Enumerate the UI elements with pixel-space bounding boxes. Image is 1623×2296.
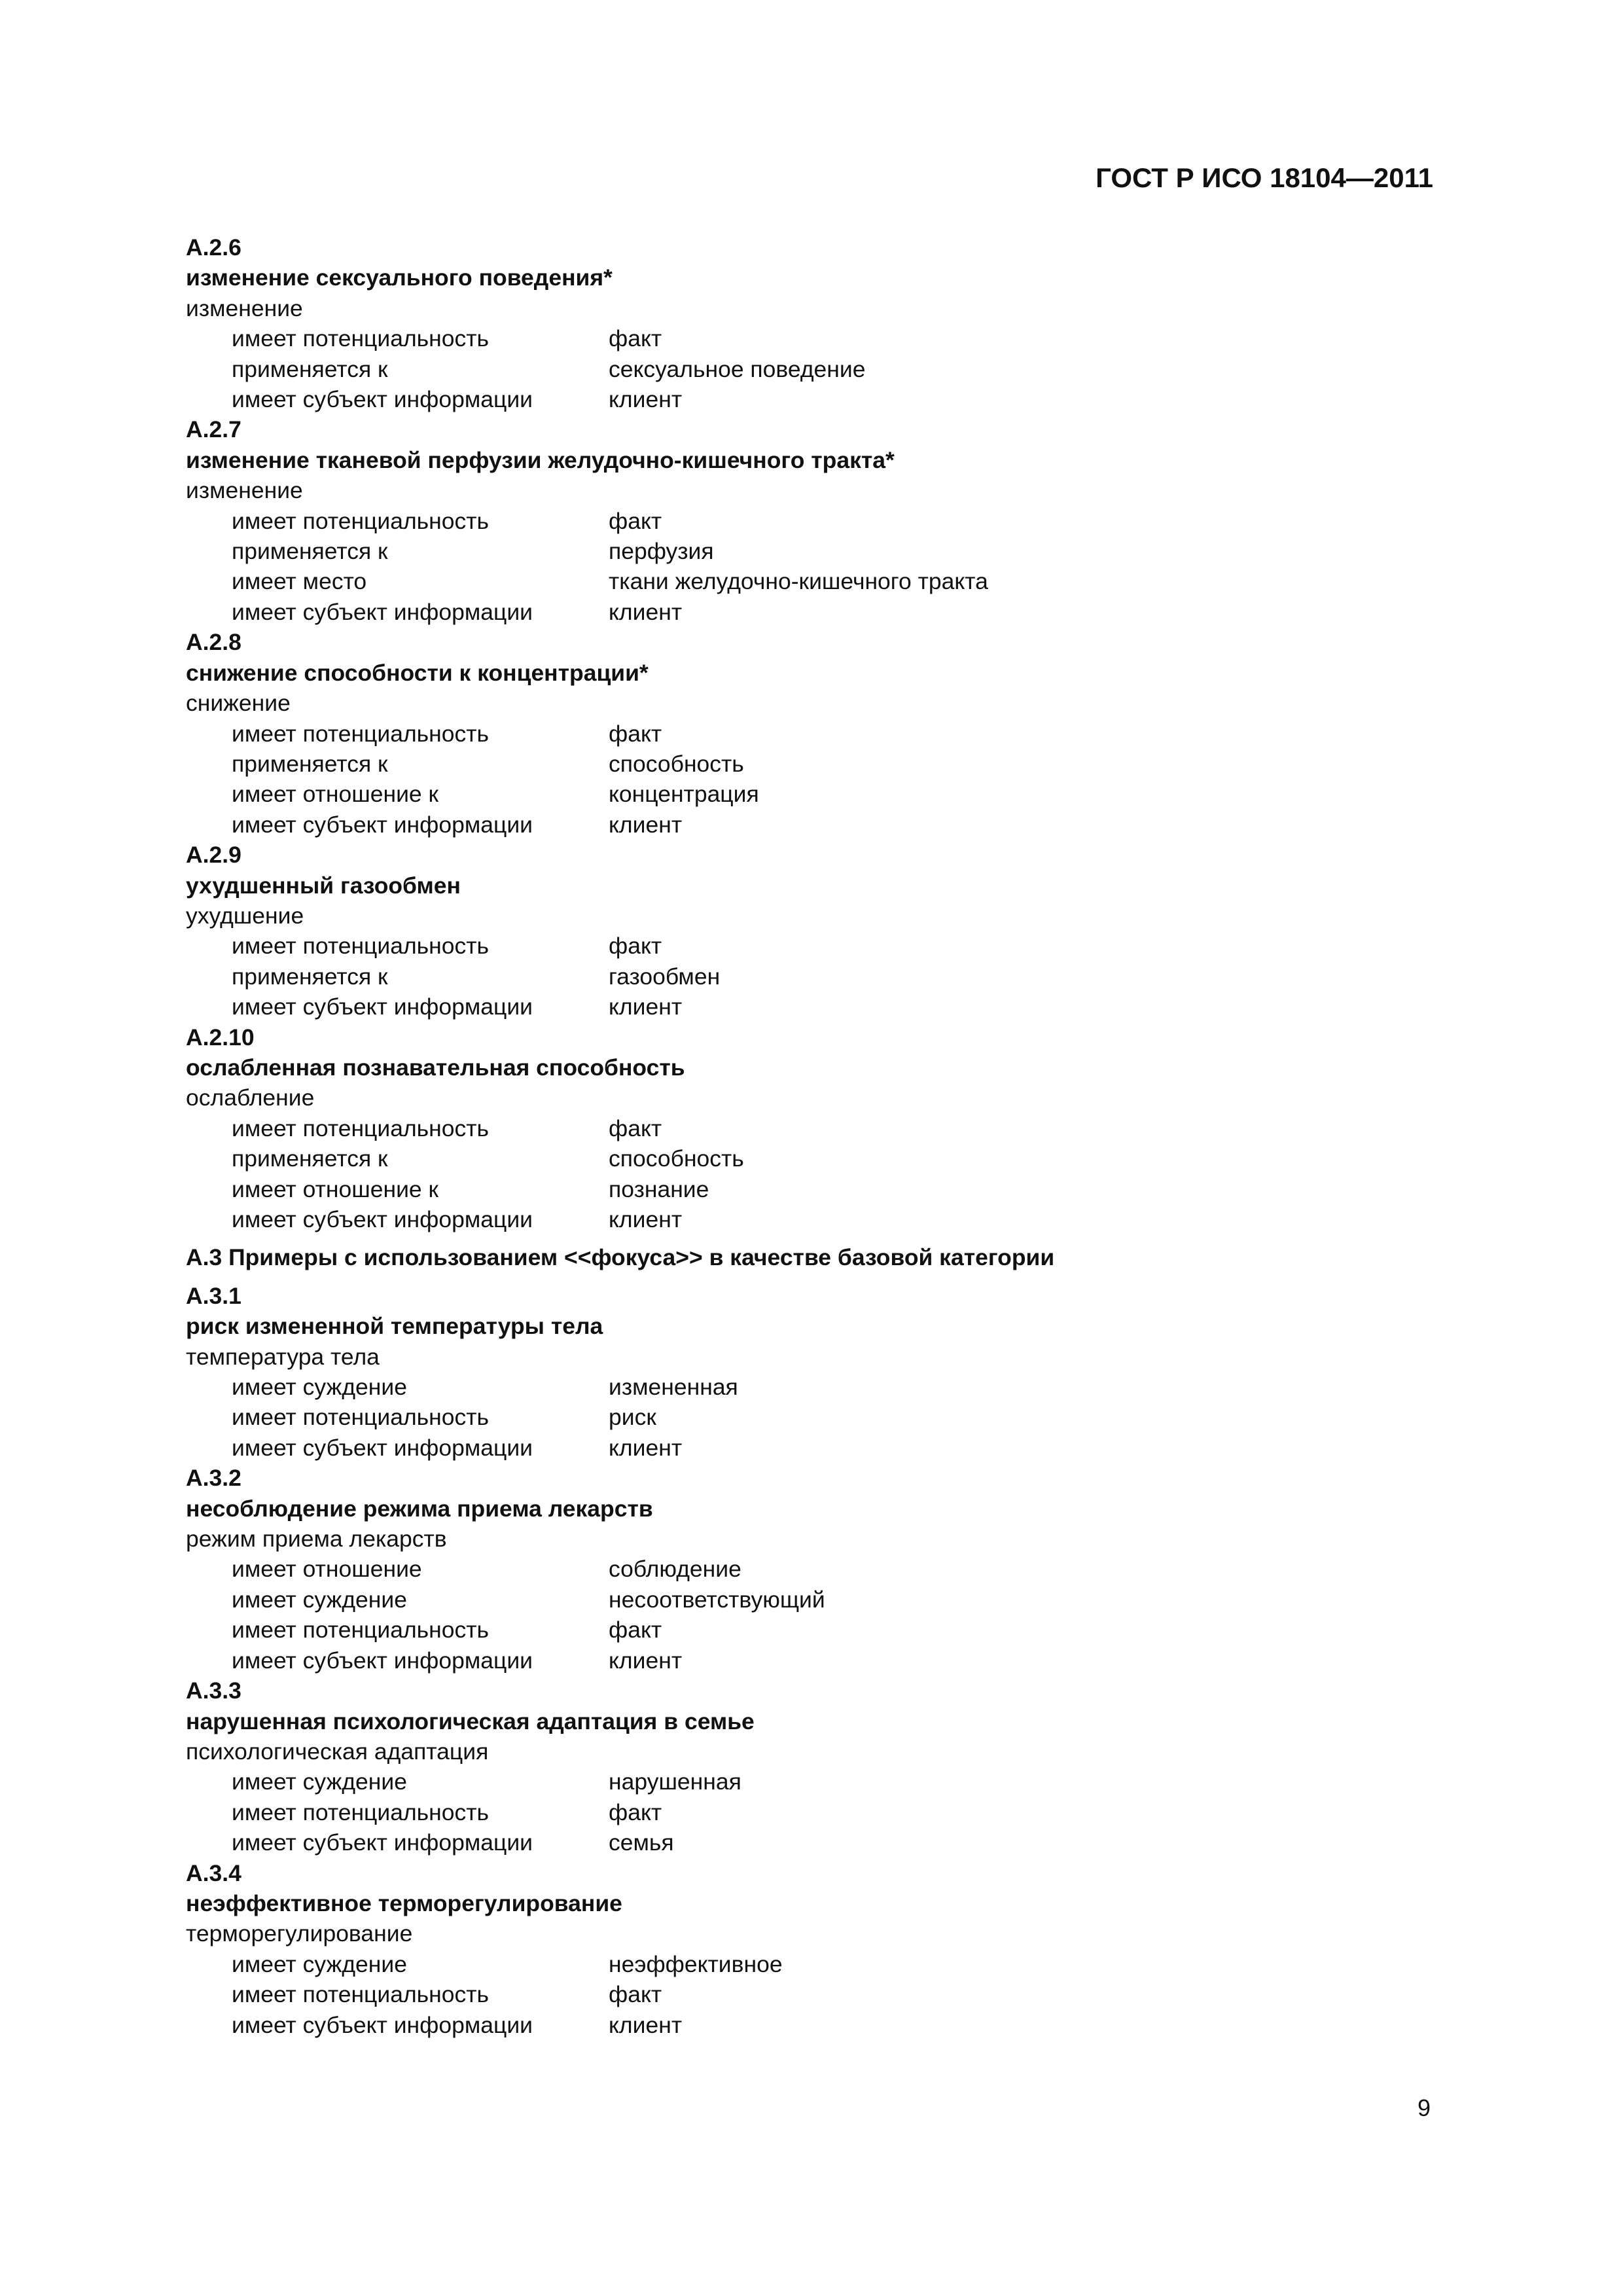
- attribute-value: клиент: [609, 2011, 683, 2038]
- attribute-name: имеет суждение: [232, 1768, 407, 1795]
- attribute-row: [186, 1143, 1462, 1174]
- attribute-name: имеет субъект информации: [232, 598, 533, 625]
- attribute-row: [186, 779, 1462, 809]
- entry-title: изменение тканевой перфузии желудочно-кишечного тракта*: [186, 446, 895, 473]
- attribute-name: имеет потенциальность: [232, 1799, 490, 1825]
- entry-number: A.2.9: [186, 842, 241, 869]
- attribute-value: перфузия: [609, 538, 714, 565]
- term-entry: [186, 1281, 1462, 1463]
- attribute-name: имеет субъект информации: [232, 2011, 533, 2038]
- attribute-value: несоответствующий: [609, 1586, 825, 1613]
- entry-title: несоблюдение режима приема лекарств: [186, 1495, 653, 1522]
- term-entry: [186, 1463, 1462, 1676]
- attribute-value: факт: [609, 933, 662, 960]
- attribute-name: имеет потенциальность: [232, 507, 490, 534]
- attribute-row: [186, 1585, 1462, 1615]
- attribute-value: способность: [609, 750, 744, 777]
- attribute-value: клиент: [609, 994, 683, 1020]
- attribute-name: применяется к: [232, 355, 388, 382]
- attribute-row: [186, 1402, 1462, 1432]
- attribute-name: имеет суждение: [232, 1950, 407, 1977]
- attribute-value: способность: [609, 1145, 744, 1172]
- entry-base-category: снижение: [186, 690, 291, 717]
- term-entry: [186, 1676, 1462, 1857]
- attribute-row: [186, 354, 1462, 384]
- attribute-row: [186, 1174, 1462, 1204]
- attribute-value: соблюдение: [609, 1556, 741, 1583]
- entry-title: ослабленная познавательная способность: [186, 1054, 685, 1081]
- entry-number: A.2.7: [186, 416, 241, 443]
- attribute-row: [186, 506, 1462, 536]
- attribute-name: имеет место: [232, 568, 367, 595]
- attribute-name: имеет субъект информации: [232, 386, 533, 413]
- attribute-row: [186, 384, 1462, 414]
- attribute-row: [186, 1979, 1462, 2009]
- entry-base-category: терморегулирование: [186, 1920, 413, 1947]
- attribute-name: имеет потенциальность: [232, 933, 490, 960]
- entry-number: A.2.8: [186, 629, 241, 656]
- attribute-row: [186, 719, 1462, 749]
- document-header-title: ГОСТ Р ИСО 18104—2011: [1096, 162, 1433, 193]
- entry-base-category: психологическая адаптация: [186, 1738, 489, 1765]
- attribute-value: сексуальное поведение: [609, 355, 866, 382]
- attribute-value: риск: [609, 1404, 656, 1431]
- entry-title: риск измененной температуры тела: [186, 1313, 603, 1340]
- attribute-name: имеет потенциальность: [232, 1115, 490, 1141]
- entry-base-category: режим приема лекарств: [186, 1526, 447, 1552]
- term-entry: [186, 232, 1462, 414]
- attribute-value: клиент: [609, 598, 683, 625]
- attribute-name: имеет потенциальность: [232, 720, 490, 747]
- attribute-value: факт: [609, 1799, 662, 1825]
- attribute-value: клиент: [609, 1434, 683, 1461]
- attribute-name: имеет суждение: [232, 1374, 407, 1401]
- page-number: 9: [1417, 2094, 1431, 2121]
- attribute-row: [186, 1204, 1462, 1234]
- entry-base-category: температура тела: [186, 1343, 380, 1370]
- attribute-name: имеет субъект информации: [232, 1206, 533, 1232]
- entry-title: ухудшенный газообмен: [186, 872, 461, 899]
- attribute-name: имеет потенциальность: [232, 1617, 490, 1643]
- attribute-name: применяется к: [232, 1145, 388, 1172]
- attribute-row: [186, 749, 1462, 779]
- attribute-row: [186, 1372, 1462, 1402]
- attribute-name: имеет субъект информации: [232, 994, 533, 1020]
- entry-title: нарушенная психологическая адаптация в семье: [186, 1708, 755, 1734]
- entry-title: снижение способности к концентрации*: [186, 659, 649, 686]
- attribute-row: [186, 1645, 1462, 1676]
- attribute-value: неэффективное: [609, 1950, 783, 1977]
- attribute-name: имеет потенциальность: [232, 325, 490, 352]
- attribute-row: [186, 931, 1462, 961]
- attribute-row: [186, 1949, 1462, 1979]
- attribute-value: факт: [609, 1617, 662, 1643]
- term-entry: [186, 1022, 1462, 1235]
- attribute-name: имеет потенциальность: [232, 1404, 490, 1431]
- attribute-row: [186, 1797, 1462, 1827]
- entry-number: A.3.1: [186, 1282, 241, 1309]
- attribute-value: клиент: [609, 386, 683, 413]
- attribute-name: имеет отношение к: [232, 1175, 439, 1202]
- section-heading: A.3 Примеры с использованием <<фокуса>> в качестве базовой категории: [186, 1244, 1055, 1271]
- attribute-value: факт: [609, 1115, 662, 1141]
- attribute-name: применяется к: [232, 538, 388, 565]
- attribute-value: газообмен: [609, 963, 721, 990]
- attribute-row: [186, 1767, 1462, 1797]
- attribute-value: познание: [609, 1175, 709, 1202]
- attribute-row: [186, 1113, 1462, 1143]
- attribute-row: [186, 597, 1462, 627]
- attribute-name: имеет субъект информации: [232, 1434, 533, 1461]
- entry-number: A.3.2: [186, 1465, 241, 1492]
- attribute-row: [186, 323, 1462, 353]
- attribute-value: клиент: [609, 1647, 683, 1674]
- entry-base-category: изменение: [186, 295, 303, 321]
- attribute-value: факт: [609, 325, 662, 352]
- attribute-row: [186, 1615, 1462, 1645]
- entry-title: изменение сексуального поведения*: [186, 264, 613, 291]
- attribute-value: семья: [609, 1829, 674, 1856]
- attribute-row: [186, 810, 1462, 840]
- entry-number: A.2.6: [186, 234, 241, 260]
- attribute-row: [186, 1827, 1462, 1857]
- entry-number: A.2.10: [186, 1024, 255, 1050]
- document-body: [186, 232, 1462, 2040]
- entry-base-category: изменение: [186, 477, 303, 504]
- attribute-row: [186, 1433, 1462, 1463]
- attribute-value: факт: [609, 507, 662, 534]
- attribute-name: имеет суждение: [232, 1586, 407, 1613]
- entry-number: A.3.4: [186, 1859, 241, 1886]
- entry-number: A.3.3: [186, 1677, 241, 1704]
- entry-title: неэффективное терморегулирование: [186, 1890, 622, 1916]
- attribute-value: нарушенная: [609, 1768, 741, 1795]
- attribute-value: клиент: [609, 1206, 683, 1232]
- attribute-row: [186, 536, 1462, 566]
- attribute-row: [186, 961, 1462, 992]
- attribute-name: имеет субъект информации: [232, 811, 533, 838]
- attribute-row: [186, 2010, 1462, 2040]
- attribute-row: [186, 992, 1462, 1022]
- attribute-value: измененная: [609, 1374, 738, 1401]
- attribute-value: факт: [609, 1981, 662, 2008]
- entry-base-category: ухудшение: [186, 902, 304, 929]
- attribute-value: концентрация: [609, 781, 759, 808]
- attribute-value: факт: [609, 720, 662, 747]
- term-entry: [186, 414, 1462, 627]
- attribute-row: [186, 1554, 1462, 1584]
- attribute-name: имеет потенциальность: [232, 1981, 490, 2008]
- attribute-row: [186, 566, 1462, 596]
- term-entry: [186, 1858, 1462, 2040]
- term-entry: [186, 627, 1462, 840]
- attribute-value: клиент: [609, 811, 683, 838]
- attribute-name: имеет субъект информации: [232, 1829, 533, 1856]
- attribute-name: имеет отношение: [232, 1556, 422, 1583]
- attribute-value: ткани желудочно-кишечного тракта: [609, 568, 988, 595]
- attribute-name: имеет отношение к: [232, 781, 439, 808]
- attribute-name: применяется к: [232, 750, 388, 777]
- attribute-name: применяется к: [232, 963, 388, 990]
- attribute-name: имеет субъект информации: [232, 1647, 533, 1674]
- entry-base-category: ослабление: [186, 1085, 315, 1111]
- term-entry: [186, 840, 1462, 1022]
